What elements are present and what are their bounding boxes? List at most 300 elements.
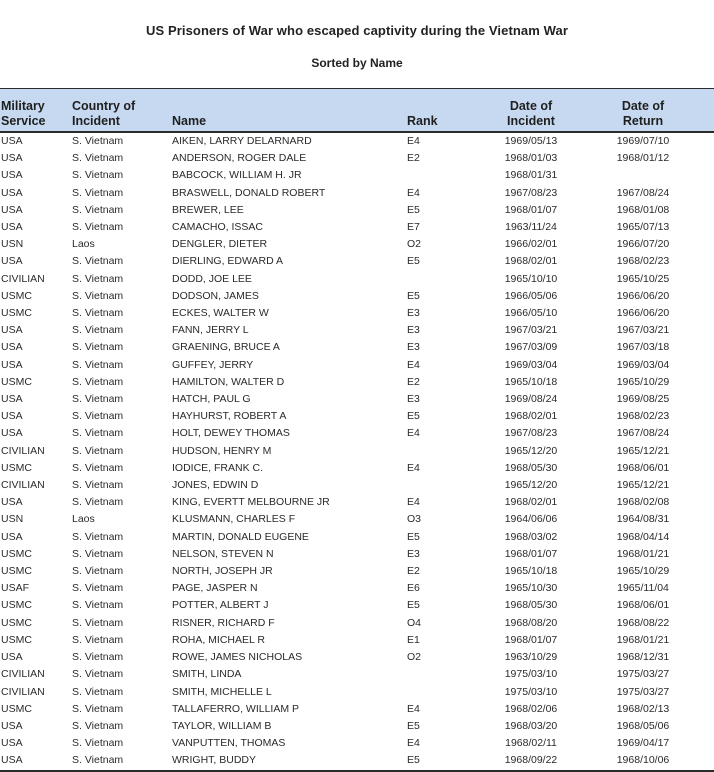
cell-date-of-incident: 1968/01/07: [504, 633, 558, 646]
cell-date-of-incident: 1965/10/18: [504, 375, 558, 388]
cell-date-of-incident: 1963/10/29: [504, 651, 558, 664]
cell-date-of-return: 1965/11/04: [617, 582, 669, 595]
cell-date-of-incident: 1968/01/07: [504, 547, 558, 560]
cell-country-of-incident: S. Vietnam: [72, 633, 124, 646]
cell-rank: E4: [407, 737, 420, 750]
cell-military-service: USA: [1, 186, 23, 199]
cell-rank: E2: [407, 565, 420, 578]
cell-name: AIKEN, LARRY DELARNARD: [172, 135, 312, 147]
cell-country-of-incident: S. Vietnam: [72, 547, 124, 560]
cell-military-service: USA: [1, 410, 23, 423]
cell-date-of-incident: 1968/05/30: [504, 461, 558, 474]
cell-rank: E4: [407, 186, 420, 199]
table-row: [0, 580, 714, 597]
cell-name: HATCH, PAUL G: [172, 393, 251, 406]
row-spacer: [695, 339, 714, 356]
cell-rank: E4: [407, 702, 420, 715]
cell-rank: E4: [407, 427, 420, 440]
table-row: [0, 701, 714, 718]
cell-name: ECKES, WALTER W: [172, 307, 269, 320]
row-spacer: [695, 684, 714, 701]
cell-military-service: USMC: [1, 461, 32, 474]
cell-rank: O2: [407, 651, 422, 664]
cell-rank: E3: [407, 307, 420, 320]
cell-date-of-return: 1968/01/21: [616, 633, 670, 646]
header-doi-line1: Date of: [509, 99, 553, 113]
cell-country-of-incident: S. Vietnam: [72, 221, 124, 234]
table-row: [0, 253, 714, 270]
cell-country-of-incident: S. Vietnam: [72, 752, 172, 770]
cell-country-of-incident: S. Vietnam: [72, 307, 124, 320]
cell-country-of-incident: S. Vietnam: [72, 152, 124, 165]
cell-date-of-incident: 1965/10/18: [504, 565, 558, 578]
cell-name: BABCOCK, WILLIAM H. JR: [172, 169, 302, 182]
table-row: [0, 391, 714, 408]
row-spacer: [695, 615, 714, 632]
table-row: [0, 511, 714, 528]
cell-military-service: USA: [1, 719, 23, 732]
cell-name: ROWE, JAMES NICHOLAS: [172, 651, 303, 664]
header-name: Name: [172, 89, 407, 133]
row-spacer: [695, 735, 714, 752]
cell-military-service: USA: [1, 341, 23, 354]
cell-date-of-return: 1968/02/08: [616, 496, 670, 509]
cell-rank: O4: [407, 616, 422, 629]
cell-date-of-return: 1967/08/24: [616, 186, 670, 199]
header-dor-line1: Date of: [621, 99, 665, 113]
cell-name: NORTH, JOSEPH JR: [172, 565, 273, 578]
cell-country-of-incident: S. Vietnam: [72, 719, 124, 732]
cell-country-of-incident: S. Vietnam: [72, 599, 124, 612]
cell-country-of-incident: Laos: [72, 513, 95, 526]
table-row: [0, 271, 714, 288]
cell-military-service: USA: [1, 255, 23, 268]
cell-date-of-return: 1966/06/20: [616, 307, 670, 320]
cell-date-of-incident: 1965/12/20: [504, 479, 558, 492]
cell-military-service: USN: [1, 513, 24, 526]
cell-military-service: USN: [1, 238, 24, 251]
cell-military-service: CIVILIAN: [1, 668, 45, 681]
row-spacer: [695, 219, 714, 236]
header-country-of-incident: [72, 89, 172, 133]
table-row: [0, 529, 714, 546]
cell-military-service: USA: [1, 152, 23, 165]
table-row: [0, 202, 714, 219]
cell-country-of-incident: S. Vietnam: [72, 410, 124, 423]
cell-date-of-incident: 1968/09/22: [471, 752, 591, 770]
cell-military-service: USA: [1, 358, 23, 371]
table-row: [0, 666, 714, 683]
cell-rank: [407, 271, 471, 288]
cell-name: BRASWELL, DONALD ROBERT: [172, 186, 326, 199]
cell-date-of-return: 1966/06/20: [616, 289, 670, 302]
table-row: [0, 339, 714, 356]
cell-date-of-incident: 1968/03/02: [504, 530, 558, 543]
table-row: [0, 374, 714, 391]
table-row: [0, 236, 714, 253]
cell-country-of-incident: S. Vietnam: [72, 358, 124, 371]
cell-name: PAGE, JASPER N: [172, 582, 258, 595]
cell-date-of-incident: 1968/08/20: [504, 616, 558, 629]
cell-name: POTTER, ALBERT J: [172, 599, 269, 612]
cell-name: GRAENING, BRUCE A: [172, 341, 280, 354]
cell-country-of-incident: S. Vietnam: [72, 651, 124, 664]
cell-name: DIERLING, EDWARD A: [172, 255, 284, 268]
cell-date-of-return: 1965/12/21: [616, 444, 670, 457]
cell-military-service: USAF: [1, 582, 30, 595]
cell-country-of-incident: S. Vietnam: [72, 375, 124, 388]
cell-date-of-incident: 1968/01/31: [504, 169, 558, 182]
row-spacer: [695, 460, 714, 477]
cell-date-of-return: 1968/10/06: [591, 752, 695, 770]
table-row: [0, 150, 714, 167]
cell-country-of-incident: S. Vietnam: [72, 324, 124, 337]
cell-date-of-incident: 1975/03/10: [504, 685, 558, 698]
pow-table: [0, 88, 714, 772]
cell-military-service: USA: [1, 324, 23, 337]
table-row: [0, 322, 714, 339]
cell-military-service: USMC: [1, 565, 32, 578]
cell-date-of-incident: 1966/02/01: [504, 238, 558, 251]
cell-military-service: USA: [1, 221, 23, 234]
cell-date-of-incident: 1968/02/01: [504, 496, 558, 509]
cell-rank: E5: [407, 599, 420, 612]
cell-country-of-incident: S. Vietnam: [72, 616, 124, 629]
cell-date-of-return: 1965/07/13: [616, 221, 670, 234]
cell-rank: E3: [407, 324, 420, 337]
cell-rank: E5: [407, 719, 420, 732]
cell-date-of-incident: 1967/08/23: [504, 427, 558, 440]
row-spacer: [695, 202, 714, 219]
cell-military-service: USA: [0, 752, 72, 770]
row-spacer: [695, 477, 714, 494]
cell-country-of-incident: S. Vietnam: [72, 530, 124, 543]
cell-date-of-return: 1968/01/12: [616, 152, 670, 165]
cell-name: VANPUTTEN, THOMAS: [172, 737, 286, 750]
header-doi-line2: Incident: [507, 114, 555, 128]
cell-date-of-return: 1969/07/10: [616, 135, 670, 147]
cell-military-service: USA: [1, 393, 23, 406]
cell-military-service: USMC: [1, 307, 32, 320]
cell-date-of-return: 1968/06/01: [616, 599, 670, 612]
cell-military-service: USA: [1, 737, 23, 750]
cell-date-of-return: 1967/08/24: [616, 427, 670, 440]
cell-rank: E1: [407, 633, 420, 646]
row-spacer: [695, 271, 714, 288]
table-row: [0, 494, 714, 511]
cell-date-of-return: 1969/04/17: [616, 737, 670, 750]
table-row: [0, 219, 714, 236]
row-spacer: [695, 322, 714, 339]
cell-rank: E5: [407, 289, 420, 302]
cell-date-of-incident: 1968/02/06: [504, 702, 558, 715]
cell-date-of-incident: 1965/12/20: [504, 444, 558, 457]
document-subtitle: Sorted by Name: [311, 56, 403, 70]
cell-country-of-incident: S. Vietnam: [72, 479, 124, 492]
cell-name: TAYLOR, WILLIAM B: [172, 719, 272, 732]
row-spacer: [695, 494, 714, 511]
table-row: [0, 684, 714, 701]
cell-military-service: USA: [1, 135, 23, 147]
cell-date-of-return: 1968/02/23: [616, 255, 670, 268]
cell-date-of-incident: 1966/05/06: [504, 289, 558, 302]
cell-military-service: USMC: [1, 289, 32, 302]
table-row: [0, 632, 714, 649]
row-spacer: [695, 701, 714, 718]
cell-date-of-return: 1966/07/20: [616, 238, 670, 251]
table-row: [0, 735, 714, 752]
cell-rank: E5: [407, 203, 420, 216]
cell-name: SMITH, LINDA: [172, 668, 242, 681]
header-rank: Rank: [407, 89, 471, 133]
cell-date-of-return: 1968/12/31: [616, 651, 670, 664]
cell-name: KING, EVERTT MELBOURNE JR: [172, 496, 330, 509]
cell-date-of-return: 1964/08/31: [616, 513, 670, 526]
row-spacer: [695, 305, 714, 322]
cell-country-of-incident: Laos: [72, 238, 95, 251]
row-spacer: [695, 236, 714, 253]
cell-name: HAMILTON, WALTER D: [172, 375, 285, 388]
cell-name: HUDSON, HENRY M: [172, 444, 272, 457]
cell-military-service: USMC: [1, 616, 32, 629]
pow-table-container: [0, 88, 714, 772]
row-spacer: [695, 580, 714, 597]
cell-name: KLUSMANN, CHARLES F: [172, 513, 296, 526]
table-row: [0, 597, 714, 614]
cell-country-of-incident: S. Vietnam: [72, 737, 124, 750]
table-row: [0, 546, 714, 563]
cell-rank: E7: [407, 221, 420, 234]
cell-country-of-incident: S. Vietnam: [72, 135, 124, 147]
cell-military-service: CIVILIAN: [1, 479, 45, 492]
table-row: [0, 132, 714, 150]
cell-name: IODICE, FRANK C.: [172, 461, 264, 474]
cell-name: HAYHURST, ROBERT A: [172, 410, 287, 423]
cell-rank: E4: [407, 461, 420, 474]
header-military-service-line2: Service: [1, 114, 46, 128]
cell-name: ROHA, MICHAEL R: [172, 633, 265, 646]
cell-name: NELSON, STEVEN N: [172, 547, 274, 560]
cell-name: MARTIN, DONALD EUGENE: [172, 530, 309, 543]
cell-date-of-incident: 1969/03/04: [504, 358, 558, 371]
table-row: [0, 425, 714, 442]
cell-military-service: USA: [1, 427, 23, 440]
row-spacer: [695, 752, 714, 770]
cell-rank: E5: [407, 530, 420, 543]
cell-name: ANDERSON, ROGER DALE: [172, 152, 307, 165]
row-spacer: [695, 632, 714, 649]
cell-military-service: USMC: [1, 375, 32, 388]
cell-name: GUFFEY, JERRY: [172, 358, 254, 371]
cell-country-of-incident: S. Vietnam: [72, 169, 124, 182]
row-spacer: [695, 597, 714, 614]
cell-rank: [407, 443, 471, 460]
cell-date-of-incident: 1967/08/23: [504, 186, 558, 199]
cell-date-of-return: 1969/03/04: [616, 358, 670, 371]
cell-military-service: USMC: [1, 599, 32, 612]
cell-name: WRIGHT, BUDDY: [172, 752, 407, 770]
cell-date-of-incident: 1969/05/13: [504, 135, 558, 147]
row-spacer: [695, 563, 714, 580]
table-row: [0, 718, 714, 735]
cell-date-of-return: 1965/10/29: [616, 565, 670, 578]
cell-rank: E5: [407, 255, 420, 268]
cell-rank: E4: [407, 135, 420, 147]
cell-name: CAMACHO, ISSAC: [172, 221, 264, 234]
row-spacer: [695, 511, 714, 528]
cell-date-of-return: 1965/10/25: [616, 272, 670, 285]
cell-date-of-return: 1968/01/21: [616, 547, 670, 560]
table-row: [0, 615, 714, 632]
cell-military-service: USA: [1, 496, 23, 509]
table-row: [0, 752, 714, 770]
table-row: [0, 357, 714, 374]
header-country-line1: Country of: [72, 99, 136, 113]
cell-rank: E5: [407, 752, 471, 770]
row-spacer: [695, 357, 714, 374]
header-spacer: [695, 89, 714, 133]
cell-name: DODD, JOE LEE: [172, 272, 252, 285]
cell-military-service: CIVILIAN: [1, 272, 45, 285]
cell-date-of-incident: 1964/06/06: [504, 513, 558, 526]
cell-military-service: USA: [1, 651, 23, 664]
cell-date-of-incident: 1969/08/24: [504, 393, 558, 406]
cell-country-of-incident: S. Vietnam: [72, 685, 124, 698]
cell-date-of-incident: 1968/01/03: [504, 152, 558, 165]
cell-country-of-incident: S. Vietnam: [72, 186, 124, 199]
cell-rank: [407, 666, 471, 683]
cell-military-service: USA: [1, 530, 23, 543]
table-row: [0, 460, 714, 477]
table-header: [0, 89, 714, 133]
table-row: [0, 649, 714, 666]
cell-military-service: USMC: [1, 547, 32, 560]
cell-name: DODSON, JAMES: [172, 289, 259, 302]
row-spacer: [695, 167, 714, 184]
cell-military-service: USA: [1, 203, 23, 216]
cell-country-of-incident: S. Vietnam: [72, 255, 124, 268]
cell-name: FANN, JERRY L: [172, 324, 249, 337]
table-row: [0, 443, 714, 460]
cell-date-of-return: 1968/02/23: [616, 410, 670, 423]
cell-name: TALLAFERRO, WILLIAM P: [172, 702, 299, 715]
table-row: [0, 167, 714, 184]
header-military-service: [0, 89, 72, 133]
cell-date-of-return: 1969/08/25: [616, 393, 670, 406]
cell-name: BREWER, LEE: [172, 203, 244, 216]
cell-name: RISNER, RICHARD F: [172, 616, 275, 629]
row-spacer: [695, 546, 714, 563]
cell-rank: E4: [407, 358, 420, 371]
cell-name: SMITH, MICHELLE L: [172, 685, 272, 698]
cell-military-service: USMC: [1, 633, 32, 646]
row-spacer: [695, 185, 714, 202]
cell-country-of-incident: S. Vietnam: [72, 702, 124, 715]
cell-country-of-incident: S. Vietnam: [72, 461, 124, 474]
cell-rank: E3: [407, 547, 420, 560]
table-body: [0, 132, 714, 771]
cell-military-service: USA: [1, 169, 23, 182]
row-spacer: [695, 288, 714, 305]
cell-name: HOLT, DEWEY THOMAS: [172, 427, 290, 440]
cell-date-of-return: 1968/06/01: [616, 461, 670, 474]
cell-date-of-incident: 1968/03/20: [504, 719, 558, 732]
cell-rank: O2: [407, 238, 422, 251]
cell-rank: O3: [407, 513, 422, 526]
table-row: [0, 305, 714, 322]
row-spacer: [695, 649, 714, 666]
cell-rank: E4: [407, 496, 420, 509]
cell-date-of-incident: 1968/02/01: [504, 255, 558, 268]
header-row: [0, 89, 714, 133]
cell-military-service: CIVILIAN: [1, 444, 45, 457]
header-date-of-return: [591, 89, 695, 133]
cell-date-of-return: [591, 167, 695, 184]
cell-rank: E2: [407, 152, 420, 165]
cell-date-of-incident: 1967/03/09: [504, 341, 558, 354]
row-spacer: [695, 666, 714, 683]
cell-date-of-incident: 1968/02/11: [505, 737, 557, 750]
cell-name: DENGLER, DIETER: [172, 238, 268, 251]
row-spacer: [695, 425, 714, 442]
row-spacer: [695, 132, 714, 150]
row-spacer: [695, 718, 714, 735]
cell-country-of-incident: S. Vietnam: [72, 582, 124, 595]
table-row: [0, 185, 714, 202]
cell-date-of-return: 1975/03/27: [616, 668, 670, 681]
cell-date-of-incident: 1975/03/10: [504, 668, 558, 681]
cell-name: JONES, EDWIN D: [172, 479, 259, 492]
cell-date-of-return: 1967/03/21: [616, 324, 670, 337]
cell-date-of-incident: 1963/11/24: [505, 221, 557, 234]
cell-date-of-incident: 1966/05/10: [504, 307, 558, 320]
cell-country-of-incident: S. Vietnam: [72, 668, 124, 681]
cell-country-of-incident: S. Vietnam: [72, 444, 124, 457]
cell-rank: E6: [407, 582, 420, 595]
cell-country-of-incident: S. Vietnam: [72, 496, 124, 509]
row-spacer: [695, 408, 714, 425]
cell-rank: [407, 167, 471, 184]
row-spacer: [695, 443, 714, 460]
row-spacer: [695, 391, 714, 408]
cell-country-of-incident: S. Vietnam: [72, 393, 124, 406]
cell-date-of-return: 1965/12/21: [616, 479, 670, 492]
cell-date-of-return: 1968/05/06: [616, 719, 670, 732]
cell-date-of-incident: 1968/01/07: [504, 203, 558, 216]
cell-date-of-return: 1967/03/18: [616, 341, 670, 354]
cell-rank: [407, 684, 471, 701]
cell-country-of-incident: S. Vietnam: [72, 341, 124, 354]
row-spacer: [695, 253, 714, 270]
cell-date-of-incident: 1968/05/30: [504, 599, 558, 612]
cell-date-of-return: 1968/01/08: [616, 203, 670, 216]
table-row: [0, 408, 714, 425]
header-military-service-line1: Military: [1, 99, 45, 113]
cell-country-of-incident: S. Vietnam: [72, 565, 124, 578]
cell-date-of-return: 1965/10/29: [616, 375, 670, 388]
row-spacer: [695, 150, 714, 167]
cell-date-of-return: 1975/03/27: [616, 685, 670, 698]
cell-date-of-incident: 1967/03/21: [504, 324, 558, 337]
document-title: US Prisoners of War who escaped captivity during the Vietnam War: [145, 23, 568, 38]
cell-rank: E3: [407, 341, 420, 354]
table-row: [0, 563, 714, 580]
cell-country-of-incident: S. Vietnam: [72, 427, 124, 440]
table-row: [0, 288, 714, 305]
cell-rank: E2: [407, 375, 420, 388]
cell-rank: E5: [407, 410, 420, 423]
cell-rank: [407, 477, 471, 494]
